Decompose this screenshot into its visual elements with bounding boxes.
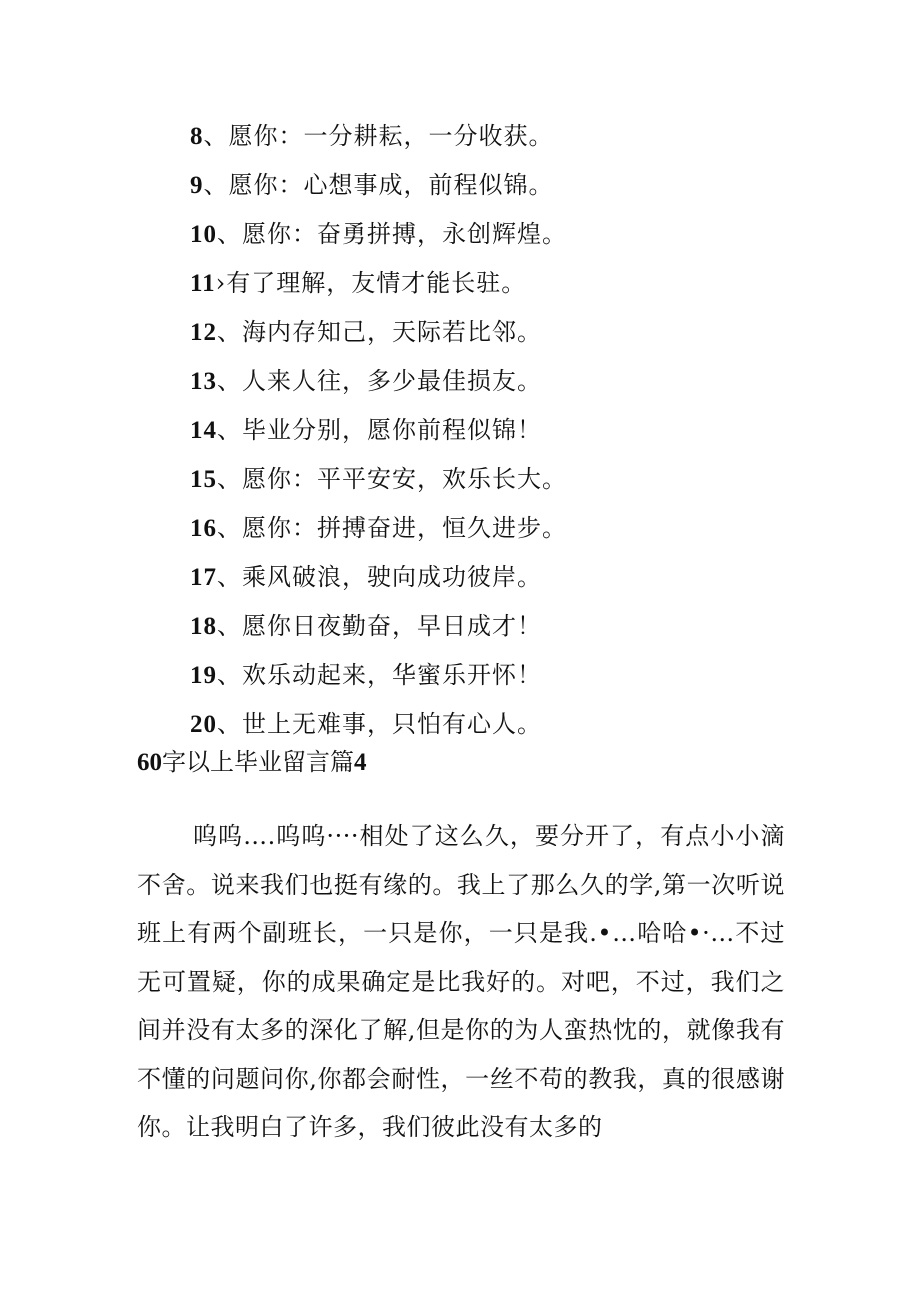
- list-item: [190, 112, 567, 161]
- item-number: 15: [190, 466, 217, 493]
- item-number: 16: [190, 515, 217, 542]
- item-number: 20: [190, 711, 217, 738]
- heading-number: 60: [137, 749, 162, 776]
- item-text: 、毕业分别，愿你前程似锦！: [217, 416, 542, 444]
- list-item: [190, 406, 567, 455]
- list-item: [190, 504, 567, 553]
- list-item: [190, 602, 567, 651]
- item-number: 12: [190, 319, 217, 346]
- heading-index: 4: [354, 749, 367, 776]
- section-heading: [137, 742, 367, 783]
- list-item: [190, 651, 567, 700]
- item-text: 、愿你：一分耕耘，一分收获。: [203, 122, 554, 150]
- wish-list: [190, 112, 567, 749]
- list-item: [190, 357, 567, 406]
- item-number: 10: [190, 221, 217, 248]
- item-text: 、愿你：拼搏奋进，恒久进步。: [217, 514, 567, 542]
- item-number: 8: [190, 123, 204, 150]
- body-paragraph: 呜呜….呜呜····相处了这么久，要分开了，有点小小滴不舍。说来我们也挺有缘的。我上了那么久的学,第一次听说班上有两个副班长，一只是你，一只是我.•…哈哈•·…不过无可置疑，你的成果确定是比我好的。对吧，不过，我们之间并没有太多的深化了解,但是你的为人蛮热忱的，就像我有不懂的问题问你,你都会耐性，一丝不苟的教我，真的很感谢你。让我明白了许多，我们彼此没有太多的: [137, 822, 785, 1141]
- list-item: [190, 553, 567, 602]
- list-item: [190, 455, 567, 504]
- item-text: 、愿你日夜勤奋，早日成才！: [217, 612, 542, 640]
- item-text: 、世上无难事，只怕有心人。: [217, 710, 542, 738]
- item-text: 、海内存知己，天际若比邻。: [217, 318, 542, 346]
- item-number: 13: [190, 368, 217, 395]
- heading-text: 字以上毕业留言篇: [162, 748, 354, 776]
- item-number: 19: [190, 662, 217, 689]
- item-text: 、乘风破浪，驶向成功彼岸。: [217, 563, 542, 591]
- item-text: 、人来人往，多少最佳损友。: [217, 367, 542, 395]
- item-text: 、愿你：心想事成，前程似锦。: [203, 171, 554, 199]
- list-item: [190, 161, 567, 210]
- item-number: 11: [190, 270, 216, 297]
- item-text: ›有了理解，友情才能长驻。: [215, 269, 527, 297]
- item-number: 14: [190, 417, 217, 444]
- item-text: 、欢乐动起来，华蜜乐开怀！: [217, 661, 542, 689]
- list-item: [190, 259, 567, 308]
- item-number: 17: [190, 564, 217, 591]
- item-text: 、愿你：奋勇拼搏，永创辉煌。: [217, 220, 567, 248]
- item-number: 9: [190, 172, 204, 199]
- item-text: 、愿你：平平安安，欢乐长大。: [217, 465, 567, 493]
- list-item: [190, 210, 567, 259]
- item-number: 18: [190, 613, 217, 640]
- list-item: [190, 308, 567, 357]
